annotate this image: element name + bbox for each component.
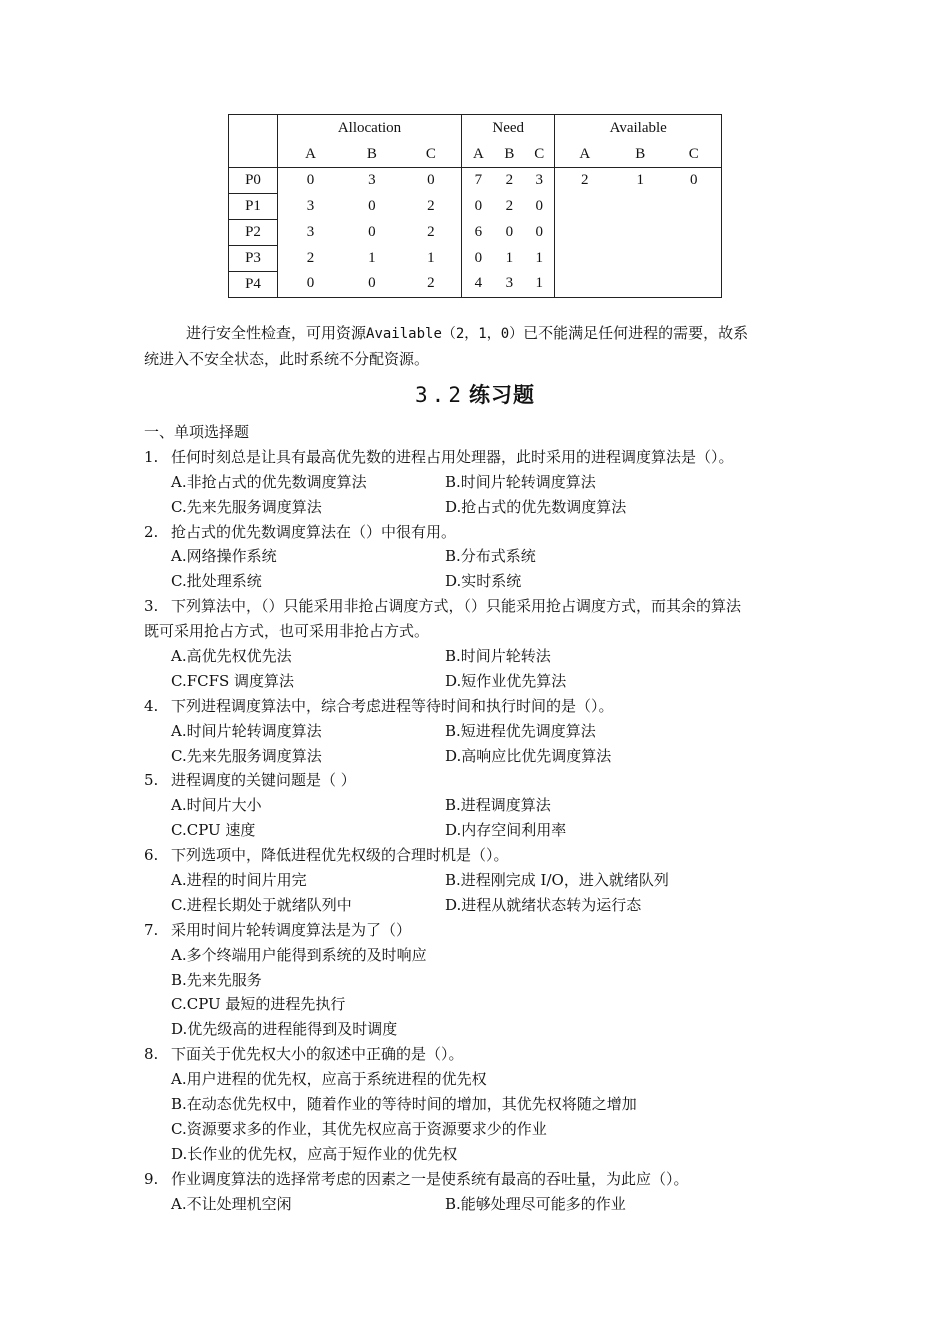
table-body bbox=[229, 167, 722, 297]
answer-option: B.先来先服务 bbox=[171, 970, 262, 989]
alloc-cell: 1 bbox=[401, 245, 462, 271]
answer-option: A.不让处理机空闲 bbox=[171, 1194, 292, 1213]
answer-option: D.长作业的优先权，应高于短作业的优先权 bbox=[171, 1144, 458, 1163]
question-number: 8. bbox=[144, 1045, 159, 1064]
answer-option: A.网络操作系统 bbox=[171, 547, 277, 566]
answer-option: D.高响应比优先调度算法 bbox=[445, 746, 612, 765]
option-row bbox=[144, 893, 824, 918]
answer-option: C.先来先服务调度算法 bbox=[171, 746, 322, 765]
table-col-header: B bbox=[366, 145, 377, 162]
avail-cell bbox=[666, 271, 721, 297]
table-group-header: Available bbox=[609, 119, 667, 136]
question-stem bbox=[144, 768, 824, 793]
table-col-header: B bbox=[635, 145, 646, 162]
option-row bbox=[144, 1142, 824, 1167]
table-col-header: A bbox=[579, 145, 591, 162]
alloc-cell: 3 bbox=[306, 197, 315, 214]
answer-option: B.能够处理尽可能多的作业 bbox=[445, 1194, 626, 1213]
option-row bbox=[144, 495, 824, 520]
alloc-cell: 3 bbox=[343, 167, 401, 193]
intro-line-2: 统进入不安全状态，此时系统不分配资源。 bbox=[144, 350, 430, 368]
avail-cell bbox=[614, 193, 666, 219]
option-row bbox=[144, 1117, 824, 1142]
need-cell: 7 bbox=[462, 167, 495, 193]
intro-code: Available（2，1，0） bbox=[366, 326, 524, 342]
answer-option: C.进程长期处于就绪队列中 bbox=[171, 895, 352, 914]
question-text: 下列算法中，（）只能采用非抢占调度方式，（）只能采用抢占调度方式，而其余的算法 bbox=[171, 597, 742, 616]
question-text: 既可采用抢占方式，也可采用非抢占方式。 bbox=[144, 622, 430, 641]
answer-option: D.进程从就绪状态转为运行态 bbox=[445, 895, 642, 914]
question-stem bbox=[144, 843, 824, 868]
question-number: 7. bbox=[144, 920, 159, 939]
question-stem bbox=[144, 1167, 824, 1192]
option-row bbox=[144, 669, 824, 694]
answer-option: A.进程的时间片用完 bbox=[171, 871, 307, 890]
option-row bbox=[144, 744, 824, 769]
process-label: P1 bbox=[229, 193, 278, 219]
table-row bbox=[229, 219, 722, 245]
question-stem bbox=[144, 445, 824, 470]
answer-option: B.时间片轮转调度算法 bbox=[445, 472, 596, 491]
option-row bbox=[144, 992, 824, 1017]
question-number: 9. bbox=[144, 1169, 159, 1188]
need-cell: 6 bbox=[474, 223, 483, 240]
table-row bbox=[229, 193, 722, 219]
answer-option: C.先来先服务调度算法 bbox=[171, 497, 322, 516]
section-number: 3.2 bbox=[415, 383, 465, 407]
table-row bbox=[229, 245, 722, 271]
table-group-header: Need bbox=[462, 115, 555, 142]
option-row bbox=[144, 968, 824, 993]
need-cell: 3 bbox=[524, 167, 555, 193]
need-cell: 1 bbox=[524, 271, 555, 297]
subsection-heading: 一、单项选择题 bbox=[144, 423, 250, 441]
answer-option: B.进程调度算法 bbox=[445, 796, 551, 815]
alloc-cell: 0 bbox=[368, 275, 376, 292]
avail-cell bbox=[555, 219, 614, 245]
question-number: 6. bbox=[144, 846, 159, 865]
need-cell: 2 bbox=[495, 167, 524, 193]
question-number: 1. bbox=[144, 447, 159, 466]
question-stem bbox=[144, 1042, 824, 1067]
table-row bbox=[229, 271, 722, 297]
avail-cell bbox=[666, 219, 721, 245]
answer-option: D.实时系统 bbox=[445, 572, 522, 591]
need-cell: 3 bbox=[505, 275, 514, 292]
table-col-header: B bbox=[504, 145, 515, 162]
avail-cell bbox=[614, 219, 666, 245]
answer-option: B.短进程优先调度算法 bbox=[445, 721, 596, 740]
answer-option: A.时间片轮转调度算法 bbox=[171, 721, 322, 740]
question-number: 5. bbox=[144, 771, 159, 790]
question-text: 采用时间片轮转调度算法是为了（） bbox=[171, 920, 412, 939]
question-text: 作业调度算法的选择常考虑的因素之一是使系统有最高的吞吐量，为此应（）。 bbox=[171, 1169, 689, 1188]
alloc-cell: 0 bbox=[401, 167, 462, 193]
avail-cell bbox=[614, 271, 666, 297]
alloc-cell: 2 bbox=[401, 219, 462, 245]
answer-option: C.CPU 速度 bbox=[171, 821, 256, 840]
alloc-cell: 0 bbox=[368, 197, 376, 214]
alloc-cell: 0 bbox=[306, 275, 315, 292]
alloc-cell: 1 bbox=[368, 249, 376, 266]
need-cell: 0 bbox=[524, 193, 555, 219]
option-row bbox=[144, 1192, 824, 1217]
intro-text: 进行安全性检查，可用资源 bbox=[186, 324, 367, 342]
question-list bbox=[144, 420, 824, 1217]
avail-cell bbox=[614, 245, 666, 271]
question-text: 下列进程调度算法中，综合考虑进程等待时间和执行时间的是（）。 bbox=[171, 696, 614, 715]
avail-cell: 0 bbox=[666, 167, 721, 193]
answer-option: A.时间片大小 bbox=[171, 796, 262, 815]
answer-option: A.非抢占式的优先数调度算法 bbox=[171, 472, 367, 491]
table-col-header: C bbox=[401, 142, 462, 168]
need-cell: 1 bbox=[524, 245, 555, 271]
answer-option: B.时间片轮转法 bbox=[445, 647, 551, 666]
table-row bbox=[229, 167, 722, 193]
answer-option: C.批处理系统 bbox=[171, 572, 262, 591]
need-cell: 0 bbox=[505, 223, 514, 240]
answer-option: C.资源要求多的作业，其优先权应高于资源要求少的作业 bbox=[171, 1119, 547, 1138]
option-row bbox=[144, 1067, 824, 1092]
answer-option: D.抢占式的优先数调度算法 bbox=[445, 497, 627, 516]
question-stem-continued bbox=[144, 619, 824, 644]
avail-cell bbox=[666, 193, 721, 219]
question-number: 4. bbox=[144, 696, 159, 715]
need-cell: 1 bbox=[505, 249, 514, 266]
process-label: P2 bbox=[229, 219, 278, 245]
alloc-cell: 0 bbox=[368, 223, 376, 240]
question-text: 进程调度的关键问题是（ ） bbox=[171, 771, 356, 790]
question-text: 下列选项中，降低进程优先权级的合理时机是（）。 bbox=[171, 846, 509, 865]
need-cell: 0 bbox=[474, 249, 483, 266]
answer-option: B.分布式系统 bbox=[445, 547, 536, 566]
question-number: 2. bbox=[144, 522, 159, 541]
option-row bbox=[144, 943, 824, 968]
answer-option: B.进程刚完成 I/O，进入就绪队列 bbox=[445, 871, 669, 890]
resource-table bbox=[228, 114, 722, 298]
alloc-cell: 2 bbox=[306, 249, 315, 266]
avail-cell bbox=[555, 193, 614, 219]
alloc-cell: 3 bbox=[306, 223, 315, 240]
option-row bbox=[144, 470, 824, 495]
question-stem bbox=[144, 520, 824, 545]
answer-option: A.用户进程的优先权，应高于系统进程的优先权 bbox=[171, 1070, 487, 1089]
table-corner-cell bbox=[229, 115, 278, 168]
question-stem bbox=[144, 594, 824, 619]
alloc-cell: 0 bbox=[278, 167, 343, 193]
answer-option: B.在动态优先权中，随着作业的等待时间的增加，其优先权将随之增加 bbox=[171, 1095, 637, 1114]
option-row bbox=[144, 1017, 824, 1042]
answer-option: C.CPU 最短的进程先执行 bbox=[171, 995, 346, 1014]
alloc-cell: 2 bbox=[401, 271, 462, 297]
section-heading: 练习题 bbox=[468, 383, 535, 407]
answer-option: C.FCFS 调度算法 bbox=[171, 671, 295, 690]
process-label: P0 bbox=[229, 167, 278, 193]
need-cell: 4 bbox=[474, 275, 483, 292]
question-text: 抢占式的优先数调度算法在（）中很有用。 bbox=[171, 522, 457, 541]
option-row bbox=[144, 569, 824, 594]
avail-cell: 2 bbox=[555, 167, 614, 193]
process-label: P4 bbox=[229, 271, 278, 297]
question-text: 下面关于优先权大小的叙述中正确的是（）。 bbox=[171, 1045, 464, 1064]
table-col-header: C bbox=[688, 145, 699, 162]
section-title bbox=[0, 380, 950, 410]
table-group-header: Allocation bbox=[278, 115, 462, 142]
answer-option: A.多个终端用户能得到系统的及时响应 bbox=[171, 945, 427, 964]
avail-cell bbox=[555, 271, 614, 297]
answer-option: D.短作业优先算法 bbox=[445, 671, 567, 690]
option-row bbox=[144, 544, 824, 569]
intro-paragraph bbox=[144, 321, 810, 372]
option-row bbox=[144, 793, 824, 818]
question-text: 任何时刻总是让具有最高优先数的进程占用处理器，此时采用的进程调度算法是（）。 bbox=[171, 447, 734, 466]
option-row bbox=[144, 818, 824, 843]
alloc-cell: 2 bbox=[401, 193, 462, 219]
option-row bbox=[144, 868, 824, 893]
answer-option: D.内存空间利用率 bbox=[445, 821, 567, 840]
need-cell: 0 bbox=[474, 197, 483, 214]
question-stem bbox=[144, 918, 824, 943]
intro-text: 已不能满足任何进程的需要，故系 bbox=[523, 324, 749, 342]
table-col-header: A bbox=[472, 145, 484, 162]
table-col-header: C bbox=[524, 142, 555, 168]
intro-line-1 bbox=[144, 321, 810, 347]
question-number: 3. bbox=[144, 597, 159, 616]
need-cell: 2 bbox=[505, 197, 514, 214]
option-row bbox=[144, 644, 824, 669]
process-label: P3 bbox=[229, 245, 278, 271]
option-row bbox=[144, 1092, 824, 1117]
avail-cell bbox=[555, 245, 614, 271]
avail-cell: 1 bbox=[614, 167, 666, 193]
need-cell: 0 bbox=[524, 219, 555, 245]
question-stem bbox=[144, 694, 824, 719]
avail-cell bbox=[666, 245, 721, 271]
option-row bbox=[144, 719, 824, 744]
table-col-header: A bbox=[305, 145, 316, 162]
answer-option: D.优先级高的进程能得到及时调度 bbox=[171, 1020, 398, 1039]
answer-option: A.高优先权优先法 bbox=[171, 647, 292, 666]
